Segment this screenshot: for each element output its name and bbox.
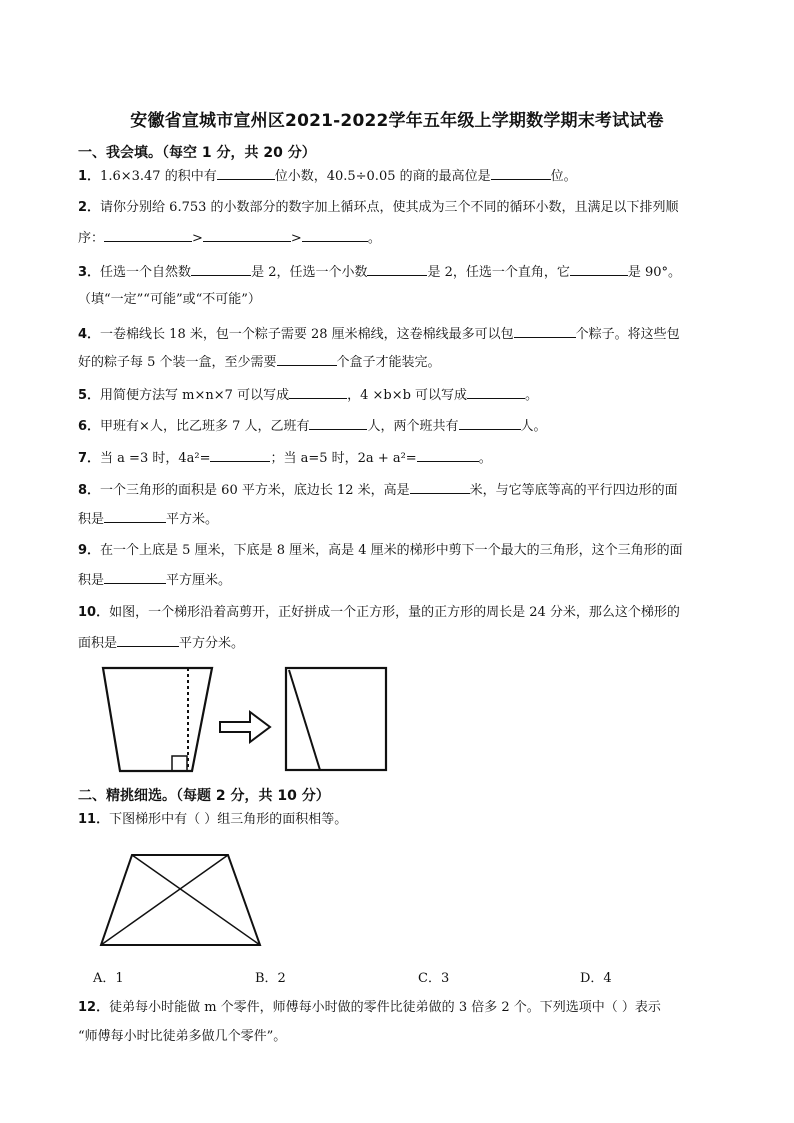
answer-blank[interactable] [117, 633, 179, 647]
question-2: 2．请你分别给 6.753 的小数部分的数字加上循环点，使其成为三个不同的循环小数，且满足以下排列顺 [78, 200, 679, 215]
question-12-cont: “师傅每小时比徒弟多做几个零件”。 [78, 1029, 287, 1044]
question-3-hint: （填“一定”“可能”或“不可能”） [78, 292, 261, 307]
question-10: 10．如图，一个梯形沿着高剪开，正好拼成一个正方形，量的正方形的周长是 24 分米，那么这个梯形的 [78, 605, 680, 620]
section-1-heading: 一、我会填。（每空 1 分，共 20 分） [78, 145, 316, 161]
answer-blank[interactable] [104, 570, 166, 584]
trapezoid-shape [101, 855, 260, 945]
question-8: 8．一个三角形的面积是 60 平方米，底边长 12 米，高是 米，与它等底等高的平行四边形的面 [78, 480, 748, 500]
answer-blank[interactable] [309, 416, 367, 430]
answer-blank[interactable] [210, 448, 270, 462]
question-8-cont: 积是 平方米。 [78, 509, 748, 529]
answer-blank[interactable] [367, 262, 427, 276]
question-5: 5．用简便方法写 m×n×7 可以写成 ，4 ×b×b 可以写成 。 [78, 385, 748, 405]
option-d[interactable]: D．4 [580, 971, 612, 986]
question-9: 9．在一个上底是 5 厘米，下底是 8 厘米，高是 4 厘米的梯形中剪下一个最大的三角形，这个三角形的面 [78, 543, 683, 558]
square-cut-line [289, 670, 320, 770]
question-1: 1．1.6×3.47 的积中有 位小数，40.5÷0.05 的商的最高位是 位。 [78, 166, 748, 186]
answer-blank[interactable] [467, 385, 525, 399]
question-4: 4．一卷棉线长 18 米，包一个粽子需要 28 厘米棉线，这卷棉线最多可以包 个粽子。将这些包 [78, 324, 748, 344]
question-3: 3．任选一个自然数 是 2，任选一个小数 是 2，任选一个直角，它 是 90°。 [78, 262, 748, 282]
question-12: 12．徒弟每小时能做 m 个零件，师傅每小时做的零件比徒弟做的 3 倍多 2 个。下列选项中（ ）表示 [78, 1000, 661, 1015]
answer-blank[interactable] [191, 262, 251, 276]
answer-blank[interactable] [302, 228, 368, 242]
answer-blank[interactable] [514, 324, 576, 338]
trapezoid-to-square-figure [100, 664, 392, 774]
trapezoid-shape [103, 668, 212, 771]
question-4-cont: 好的粽子每 5 个装一盒，至少需要 个盒子才能装完。 [78, 352, 748, 372]
answer-blank[interactable] [410, 480, 470, 494]
answer-blank[interactable] [277, 352, 337, 366]
answer-blank[interactable] [459, 416, 521, 430]
diagonal-line [132, 855, 260, 945]
answer-blank[interactable] [491, 166, 551, 180]
option-c[interactable]: C．3 [418, 971, 450, 986]
question-2-cont: 序： > > 。 [78, 228, 748, 248]
question-7: 7．当 a =3 时，4a²= ；当 a=5 时，2a + a²= 。 [78, 448, 748, 468]
answer-blank[interactable] [104, 228, 192, 242]
option-b[interactable]: B．2 [255, 971, 286, 986]
question-6: 6．甲班有×人，比乙班多 7 人，乙班有 人，两个班共有 人。 [78, 416, 748, 436]
right-arrow-icon [220, 712, 270, 742]
answer-blank[interactable] [417, 448, 479, 462]
section-2-heading: 二、精挑细选。（每题 2 分，共 10 分） [78, 788, 330, 804]
option-a[interactable]: A．1 [93, 971, 124, 986]
answer-blank[interactable] [203, 228, 291, 242]
answer-blank[interactable] [289, 385, 347, 399]
square-shape [286, 668, 386, 770]
question-10-cont: 面积是 平方分米。 [78, 633, 748, 653]
question-11: 11．下图梯形中有（ ）组三角形的面积相等。 [78, 812, 348, 827]
right-angle-mark [172, 756, 187, 771]
answer-blank[interactable] [217, 166, 275, 180]
exam-title: 安徽省宣城市宣州区2021-2022学年五年级上学期数学期末考试试卷 [130, 111, 664, 131]
trapezoid-diagonals-figure [98, 852, 264, 948]
answer-blank[interactable] [104, 509, 166, 523]
diagonal-line [101, 855, 228, 945]
answer-blank[interactable] [570, 262, 628, 276]
question-9-cont: 积是 平方厘米。 [78, 570, 748, 590]
